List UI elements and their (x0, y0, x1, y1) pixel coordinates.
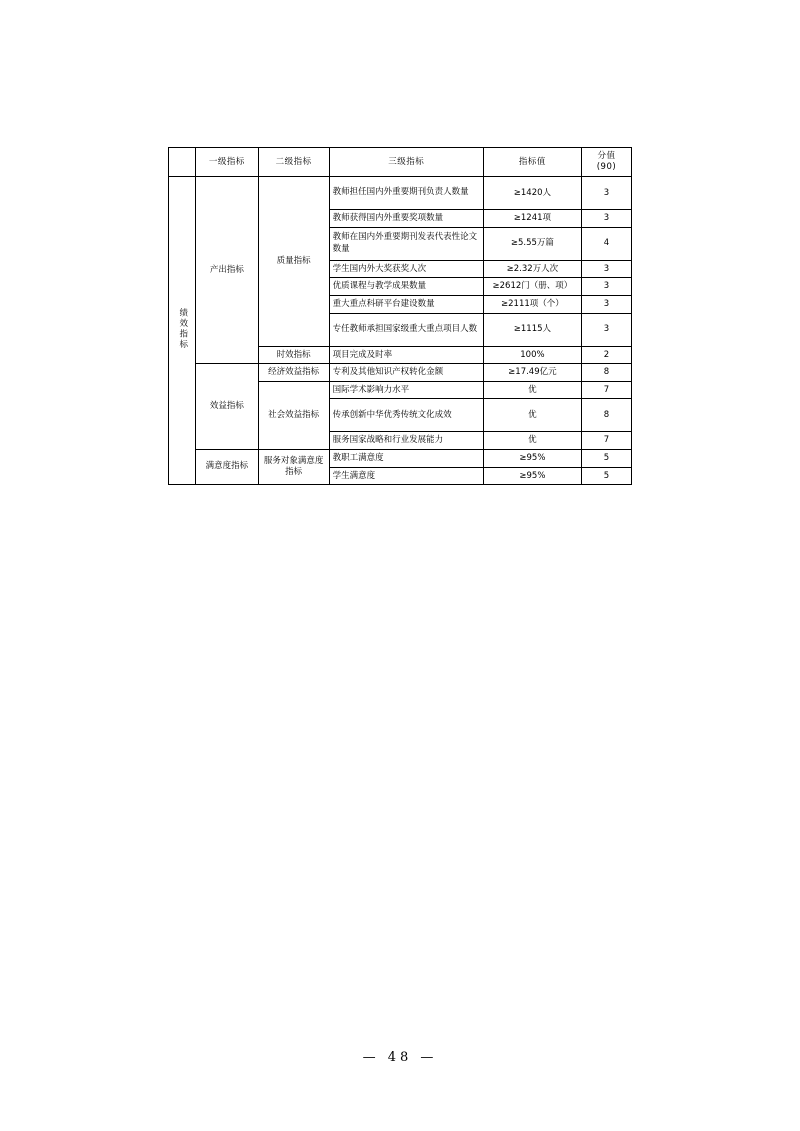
cell-level1: 效益指标 (196, 364, 259, 450)
table-row (169, 364, 632, 382)
cell-value: 优 (483, 399, 581, 432)
cell-level2: 社会效益指标 (258, 381, 329, 449)
cell-score: 8 (581, 399, 631, 432)
cell-level2: 时效指标 (258, 346, 329, 364)
cell-value: 优 (483, 432, 581, 450)
cell-score: 4 (581, 227, 631, 260)
cell-value: 优 (483, 381, 581, 399)
header-value: 指标值 (483, 148, 581, 177)
header-spacer-cell (169, 148, 196, 177)
cell-value: ≥1115人 (483, 313, 581, 346)
cell-level2: 服务对象满意度指标 (258, 450, 329, 485)
cell-value: ≥95% (483, 450, 581, 468)
header-score (581, 148, 631, 177)
cell-level3: 专任教师承担国家级重大重点项目人数 (329, 313, 483, 346)
cell-group-label: 绩效指标 (169, 177, 196, 485)
cell-score: 2 (581, 346, 631, 364)
cell-value: ≥2612门（册、项） (483, 278, 581, 296)
header-score-label: 分值 (597, 151, 616, 162)
cell-level2: 经济效益指标 (258, 364, 329, 382)
table-row (169, 450, 632, 468)
cell-value: ≥1241项 (483, 210, 581, 228)
cell-level3: 教师获得国内外重要奖项数量 (329, 210, 483, 228)
cell-score: 5 (581, 450, 631, 468)
cell-value: ≥1420人 (483, 177, 581, 210)
cell-score: 7 (581, 381, 631, 399)
cell-score: 3 (581, 210, 631, 228)
cell-score: 3 (581, 260, 631, 278)
cell-level1: 产出指标 (196, 177, 259, 364)
header-level3: 三级指标 (329, 148, 483, 177)
cell-value: 100% (483, 346, 581, 364)
cell-level3: 学生满意度 (329, 467, 483, 485)
cell-score: 3 (581, 278, 631, 296)
cell-score: 3 (581, 295, 631, 313)
cell-score: 7 (581, 432, 631, 450)
cell-score: 8 (581, 364, 631, 382)
cell-level3: 教职工满意度 (329, 450, 483, 468)
header-score-sub: (90) (596, 162, 617, 172)
cell-level3: 项目完成及时率 (329, 346, 483, 364)
cell-level3: 服务国家战略和行业发展能力 (329, 432, 483, 450)
cell-value: ≥95% (483, 467, 581, 485)
table-header-row (169, 148, 632, 177)
performance-indicator-table-wrap (168, 147, 632, 485)
cell-level3: 学生国内外大奖获奖人次 (329, 260, 483, 278)
cell-level3: 传承创新中华优秀传统文化成效 (329, 399, 483, 432)
cell-level1: 满意度指标 (196, 450, 259, 485)
cell-score: 5 (581, 467, 631, 485)
table-row (169, 177, 632, 210)
cell-level3: 教师在国内外重要期刊发表代表性论文数量 (329, 227, 483, 260)
cell-score: 3 (581, 177, 631, 210)
cell-score: 3 (581, 313, 631, 346)
cell-value: ≥5.55万篇 (483, 227, 581, 260)
cell-level2: 质量指标 (258, 177, 329, 347)
cell-level3: 重大重点科研平台建设数量 (329, 295, 483, 313)
cell-value: ≥17.49亿元 (483, 364, 581, 382)
performance-indicator-table (168, 147, 632, 485)
cell-level3: 国际学术影响力水平 (329, 381, 483, 399)
page-number: — 48 — (362, 1050, 438, 1065)
cell-level3: 优质课程与教学成果数量 (329, 278, 483, 296)
cell-value: ≥2111项（个） (483, 295, 581, 313)
cell-level3: 专利及其他知识产权转化金额 (329, 364, 483, 382)
cell-level3: 教师担任国内外重要期刊负责人数量 (329, 177, 483, 210)
header-level2: 二级指标 (258, 148, 329, 177)
header-level1: 一级指标 (196, 148, 259, 177)
cell-value: ≥2.32万人次 (483, 260, 581, 278)
